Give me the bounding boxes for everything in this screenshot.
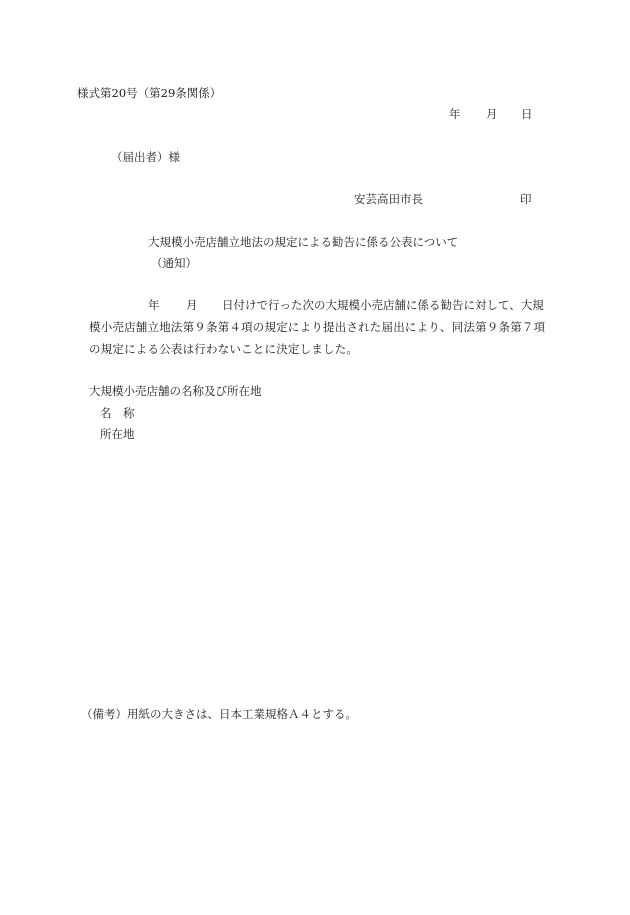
remarks-note: （備考）用紙の大きさは、日本工業規格Ａ４とする。 bbox=[81, 707, 357, 721]
issuer-name: 安芸高田市長 bbox=[354, 192, 423, 206]
title-line-2: （通知） bbox=[151, 256, 197, 270]
addressee: （届出者）様 bbox=[111, 150, 180, 164]
store-name-label: 名 称 bbox=[100, 406, 135, 420]
date-day: 日 bbox=[521, 107, 533, 121]
body-month: 月 bbox=[186, 298, 198, 312]
body-line-2: 模小売店舗立地法第９条第４項の規定により提出された届出により、同法第９条第７項 bbox=[89, 320, 546, 334]
body-line-3: の規定による公表は行わないことに決定しました。 bbox=[89, 342, 359, 356]
store-location-label: 所在地 bbox=[100, 427, 135, 441]
title-line-1: 大規模小売店舗立地法の規定による勧告に係る公表について bbox=[148, 235, 459, 249]
store-section-heading: 大規模小売店舗の名称及び所在地 bbox=[89, 384, 262, 398]
date-year: 年 bbox=[449, 107, 461, 121]
seal-mark: 印 bbox=[520, 192, 532, 206]
body-line-1: 日付けで行った次の大規模小売店舗に係る勧告に対して、大規 bbox=[222, 298, 544, 312]
date-month: 月 bbox=[486, 107, 498, 121]
body-year: 年 bbox=[148, 298, 160, 312]
form-number: 様式第20号（第29条関係） bbox=[77, 86, 222, 100]
